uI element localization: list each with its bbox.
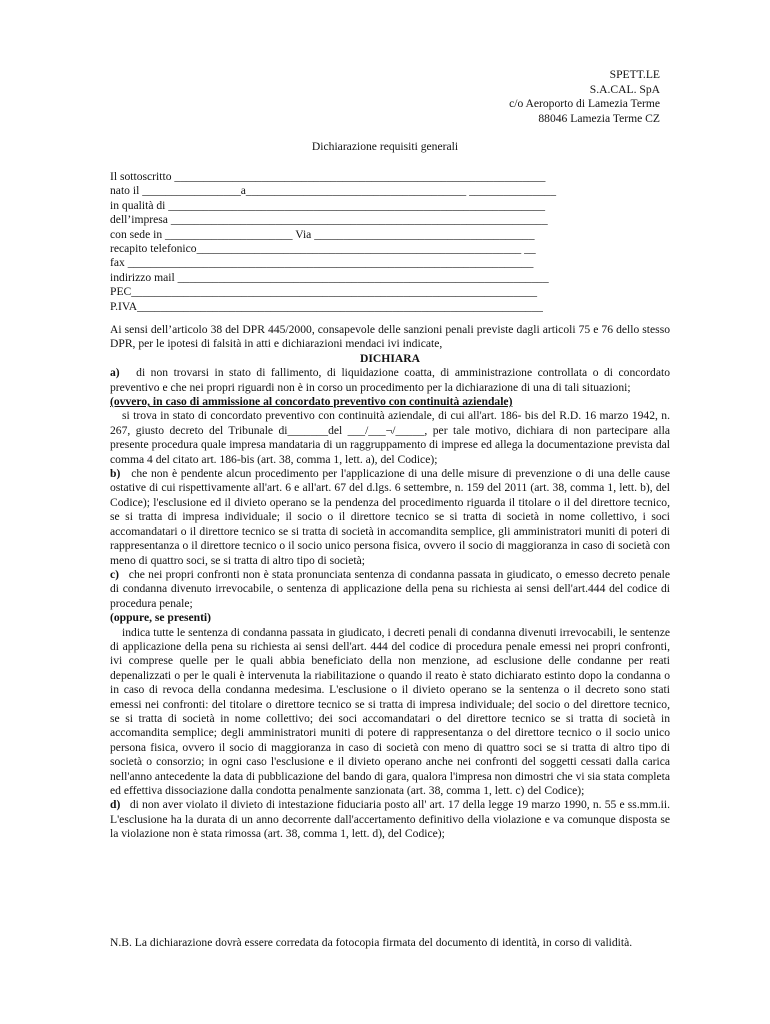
field-pec: PEC______________________________________________________________________ xyxy=(110,285,538,299)
clause-text: di non trovarsi in stato di fallimento, di liquidazione coatta, di amministrazione controllata o di concordato preventivo e che nei propri riguardi non è in corso un procedimento per la dichiarazione di una di tali situazioni; xyxy=(110,366,671,394)
clause-b xyxy=(110,467,670,568)
field-telefono: recapito telefonico________________________________________________________ __ xyxy=(110,242,536,256)
document-title: Dichiarazione requisiti generali xyxy=(311,140,459,153)
oppure-heading: (oppure, se presenti) xyxy=(110,611,212,625)
ovvero-heading: (ovvero, in caso di ammissione al concordato preventivo con continuità aziendale) xyxy=(110,395,513,409)
declarant-form xyxy=(110,170,610,314)
recipient-line: c/o Aeroporto di Lamezia Terme xyxy=(509,97,660,111)
oppure-paragraph: indica tutte le sentenza di condanna passata in giudicato, i decreti penali di condanna divenuti irrevocabili, le sentenze di applicazione della pena su richiesta ai sensi dell'art. 444 del codice di procedura penale emessi nei propri confronti, ivi comprese quelle per le quali abbia beneficiato della non menzione, ad esclusione delle condanne per reati depenalizzati o per le quali è intervenuta la riabilitazione o quando il reato è stato dichiarato estinto dopo la condanna o in caso di revoca della condanna medesima. L'esclusione o il divieto operano se la sentenza o il decreto sono stati emessi nei confronti: del titolare o direttore tecnico se si tratta di impresa individuale; del socio o del direttore tecnico, se si tratta di società in nome collettivo; dei soci accomandatari o del direttore tecnico se si tratta di società in accomandita semplice; degli amministratori muniti di potere di rappresentanza o del direttore tecnico o il socio unico persona fisica, ovvero il socio di maggioranza in caso di società con meno di quattro soci se si tratta di altro tipo di società o consorzio; in ogni caso l'esclusione e il divieto operano anche nei confronti del soggetti cessati dalla carica nell'anno antecedente la data di pubblicazione del bando di gara, qualora l'impresa non dimostri che vi sia stata completa ed effettiva dissociazione dalla condotta penalmente sanzionata (art. 38, comma 1, lett. c) del Codice); xyxy=(110,625,670,797)
clause-a xyxy=(110,366,670,395)
clause-d xyxy=(110,798,670,841)
clause-label: c) xyxy=(110,567,120,581)
field-nato: nato il _________________a______________________________________ _______________ xyxy=(110,184,557,198)
ovvero-paragraph: si trova in stato di concordato preventivo con continuità aziendale, di cui all'art. 186- bis del R.D. 16 marzo 1942, n. 267, giusto decreto del Tribunale di_______del ___/___¬/_____, per tale motivo, dichiara di non partecipare alla presente procedura quale impresa mandataria di un raggruppamento di imprese ed allega la documentazione prevista dal comma 4 del citato art. 186-bis (art. 38, comma 1, lett. a), del Codice); xyxy=(110,409,670,466)
field-sottoscritto: Il sottoscritto ________________________________________________________________ xyxy=(110,170,546,183)
declaration-body xyxy=(110,323,670,842)
field-mail: indirizzo mail ________________________________________________________________ xyxy=(110,270,549,284)
clause-text: che nei propri confronti non è stata pronunciata sentenza di condanna passata in giudicato, o emesso decreto penale di condanna divenuto irrevocabile, o sentenza di applicazione della pena su richiesta ai sensi dell'art.444 del codice di procedura penale; xyxy=(110,567,670,610)
field-fax: fax ______________________________________________________________________ xyxy=(110,256,534,270)
recipient-address xyxy=(509,68,660,126)
intro-paragraph: Ai sensi dell’articolo 38 del DPR 445/2000, consapevole delle sanzioni penali previste dagli articoli 75 e 76 dello stesso DPR, per le ipotesi di falsità in atti e dichiarazioni mendaci ivi indicate, xyxy=(110,323,670,351)
field-impresa: dell’impresa _________________________________________________________________ xyxy=(110,213,548,227)
field-piva: P.IVA______________________________________________________________________ xyxy=(110,299,543,313)
clause-label: b) xyxy=(110,467,121,481)
recipient-line: SPETT.LE xyxy=(609,68,660,81)
nb-note: N.B. La dichiarazione dovrà essere corredata da fotocopia firmata del documento di identità, in corso di validità. xyxy=(110,936,633,949)
field-sede: con sede in ______________________ Via ______________________________________ xyxy=(110,227,535,241)
recipient-line: S.A.CAL. SpA xyxy=(589,82,660,96)
dichiara-heading: DICHIARA xyxy=(360,351,420,365)
field-qualita: in qualità di _________________________________________________________________ xyxy=(110,198,546,212)
recipient-line: 88046 Lamezia Terme CZ xyxy=(538,111,660,125)
clause-label: a) xyxy=(110,366,120,380)
clause-c xyxy=(110,568,670,611)
clause-label: d) xyxy=(110,798,121,812)
clause-text: di non aver violato il divieto di intestazione fiduciaria posto all' art. 17 della legge 19 marzo 1990, n. 55 e ss.mm.ii. L'esclusione ha la durata di un anno decorrente dall'accertamento definitivo della violazione e va comunque disposta se la violazione non è stata rimossa (art. 38, comma 1, lett. d), del Codice); xyxy=(110,798,670,841)
clause-text: che non è pendente alcun procedimento per l'applicazione di una delle misure di prevenzione o di una delle cause ostative di cui rispettivamente all'art. 6 e all'art. 67 del d.lgs. 6 settembre, n. 159 del 2011 (art. 38, comma 1, lett. b), del Codice); l'esclusione ed il divieto operano se la pendenza del procedimento riguarda il titolare o il del direttore tecnico, se si tratta di impresa individuale; il socio o il direttore tecnico se si tratta di società in nome collettivo, i soci accomandatari o il direttore tecnico se si tratta di società in accomandita semplice, gli amministratori muniti di poteri di rappresentanza o il direttore tecnico o il socio unico persona fisica, ovvero il socio di maggioranza in caso di società con meno di quattro soci, se si tratta di altro tipo di società; xyxy=(110,467,670,567)
